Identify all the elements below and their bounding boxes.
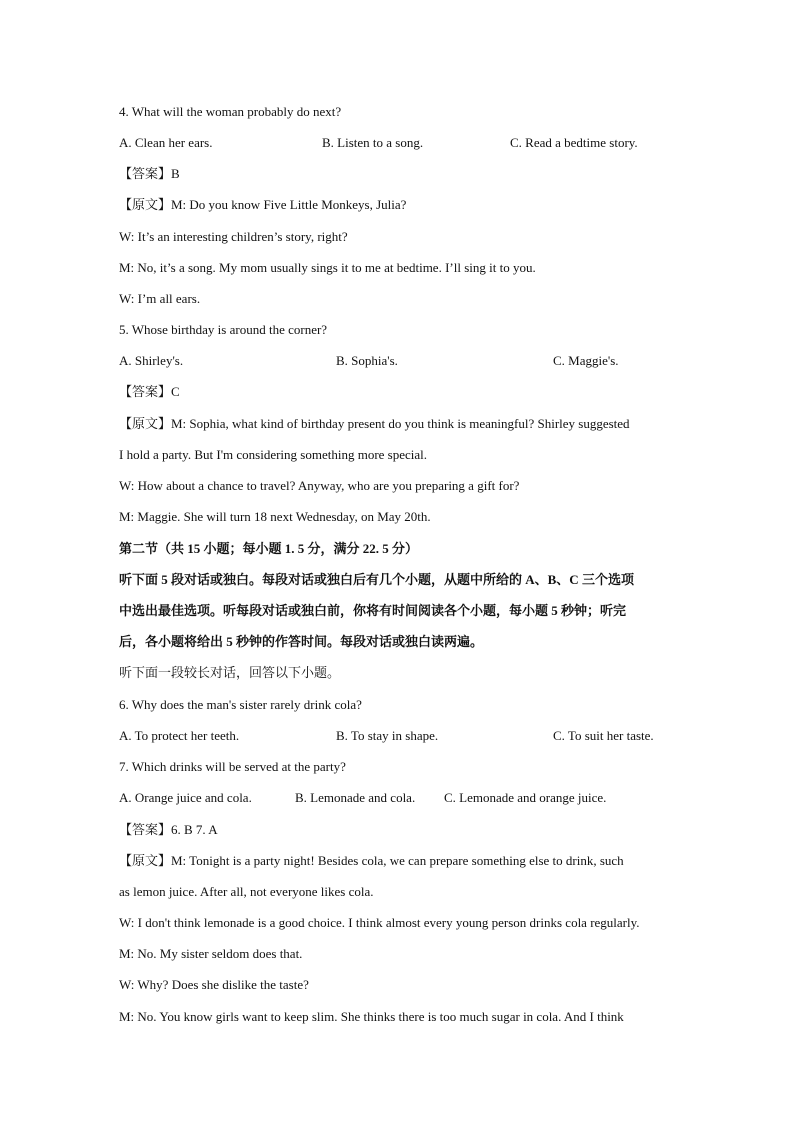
- q4-option-c: C. Read a bedtime story.: [510, 135, 638, 150]
- q7-option-b: B. Lemonade and cola.: [295, 790, 416, 805]
- q67-transcript-line: 【原文】M: Tonight is a party night! Besides cola, we can prepare something else to drink, such: [119, 853, 624, 868]
- question-4: 4. What will the woman probably do next?: [119, 104, 342, 119]
- question-6: 6. Why does the man's sister rarely drink cola?: [119, 697, 362, 712]
- section-instructions-line: 中选出最佳选项。听每段对话或独白前，你将有时间阅读各个小题，每小题 5 秒钟；听完: [119, 603, 627, 618]
- q67-transcript-line: M: No. My sister seldom does that.: [119, 946, 303, 961]
- q67-transcript-line: W: I don't think lemonade is a good choice. I think almost every young person drinks cola regularly.: [119, 915, 640, 930]
- q5-transcript-line: 【原文】M: Sophia, what kind of birthday present do you think is meaningful? Shirley suggested: [119, 416, 630, 431]
- q6-option-c: C. To suit her taste.: [553, 728, 654, 743]
- q5-transcript-line: I hold a party. But I'm considering something more special.: [119, 447, 428, 462]
- q7-option-c: C. Lemonade and orange juice.: [444, 790, 607, 805]
- q4-transcript-line: W: I’m all ears.: [119, 291, 201, 306]
- q4-transcript-line: W: It’s an interesting children’s story, right?: [119, 229, 348, 244]
- q67-transcript-line: M: No. You know girls want to keep slim. She thinks there is too much sugar in cola. And I think: [119, 1009, 624, 1024]
- q5-option-c: C. Maggie's.: [553, 353, 619, 368]
- q4-transcript-line: 【原文】M: Do you know Five Little Monkeys, Julia?: [119, 197, 407, 212]
- q5-option-b: B. Sophia's.: [336, 353, 398, 368]
- q4-option-b: B. Listen to a song.: [322, 135, 424, 150]
- q6-option-a: A. To protect her teeth.: [119, 728, 240, 743]
- section-instructions-line: 听下面 5 段对话或独白。每段对话或独白后有几个小题，从题中所给的 A、B、C 三个选项: [119, 572, 634, 587]
- section-instructions-line: 后，各小题将给出 5 秒钟的作答时间。每段对话或独白读两遍。: [119, 634, 484, 649]
- section-heading: 第二节（共 15 小题；每小题 1. 5 分，满分 22. 5 分）: [119, 541, 419, 556]
- q5-option-a: A. Shirley's.: [119, 353, 184, 368]
- q67-transcript-line: as lemon juice. After all, not everyone likes cola.: [119, 884, 374, 899]
- q5-transcript-line: W: How about a chance to travel? Anyway, who are you preparing a gift for?: [119, 478, 520, 493]
- q67-transcript-line: W: Why? Does she dislike the taste?: [119, 977, 309, 992]
- q5-answer: 【答案】C: [119, 384, 180, 399]
- q6-option-b: B. To stay in shape.: [336, 728, 439, 743]
- q5-transcript-line: M: Maggie. She will turn 18 next Wednesday, on May 20th.: [119, 509, 431, 524]
- section-intro: 听下面一段较长对话，回答以下小题。: [119, 665, 341, 680]
- q4-transcript-line: M: No, it’s a song. My mom usually sings it to me at bedtime. I’ll sing it to you.: [119, 260, 536, 275]
- q4-option-a: A. Clean her ears.: [119, 135, 213, 150]
- question-5: 5. Whose birthday is around the corner?: [119, 322, 328, 337]
- q6-q7-answers: 【答案】6. B 7. A: [119, 822, 218, 837]
- q4-answer: 【答案】B: [119, 166, 180, 181]
- q7-option-a: A. Orange juice and cola.: [119, 790, 252, 805]
- question-7: 7. Which drinks will be served at the party?: [119, 759, 346, 774]
